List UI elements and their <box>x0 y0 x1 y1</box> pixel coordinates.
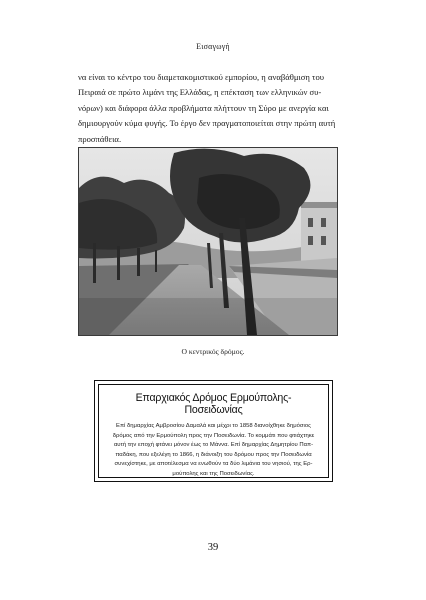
page-number: 39 <box>207 542 219 553</box>
info-box-line: μούπολης και της Ποσειδωνίας. <box>172 470 255 477</box>
info-box-line: Επί δημαρχίας Αμβροσίου Δαμαλά και μέχρι το 1858 διανοίχθηκε δημόσιος <box>116 423 311 429</box>
info-box-text <box>107 422 320 480</box>
road-photograph <box>78 147 338 336</box>
info-box-title: Επαρχιακός Δρόμος Ερμούπολης-Ποσειδωνίας <box>135 392 292 416</box>
info-box <box>94 380 333 482</box>
info-box-inner <box>98 384 329 478</box>
info-box-line: συνεχίστηκε, με αποτέλεσμα να ενωθούν τα δύο λιμάνια του νησιού, της Ερ- <box>114 461 313 468</box>
body-paragraph <box>78 70 350 147</box>
body-line: προσπάθεια. <box>78 133 122 144</box>
body-line: νόρων) και διάφορα άλλα προβλήματα πλήττουν τη Σύρο με ανεργία και <box>78 102 329 113</box>
info-box-line: αυτή την εποχή φτάνει μόνον έως το Μάννα. Επί δημαρχίας Δημητρίου Παπ- <box>113 442 314 449</box>
body-line: να είναι το κέντρο του διαμετακομιστικού εμπορίου, η αναβάθμιση του <box>78 72 325 82</box>
body-line: δημιουργούν κύμα φυγής. Το έργο δεν πραγματοποιείται στην πρώτη αυτή <box>78 118 336 129</box>
running-head: Εισαγωγή <box>196 42 230 51</box>
info-box-line: δρόμος από την Ερμούπολη προς την Ποσειδωνία. Το κομμάτι που φτιάχτηκε <box>112 432 315 439</box>
info-box-line: παδάκη, που εξελέγη το 1866, η διάνοιξη του δρόμου προς την Ποσειδωνία <box>115 451 312 458</box>
body-line: Πειραιά σε πρώτο λιμάνι της Ελλάδας, η επέκταση των ελληνικών συ- <box>78 87 322 98</box>
photo-caption: Ο κεντρικός δρόμος. <box>181 347 245 356</box>
